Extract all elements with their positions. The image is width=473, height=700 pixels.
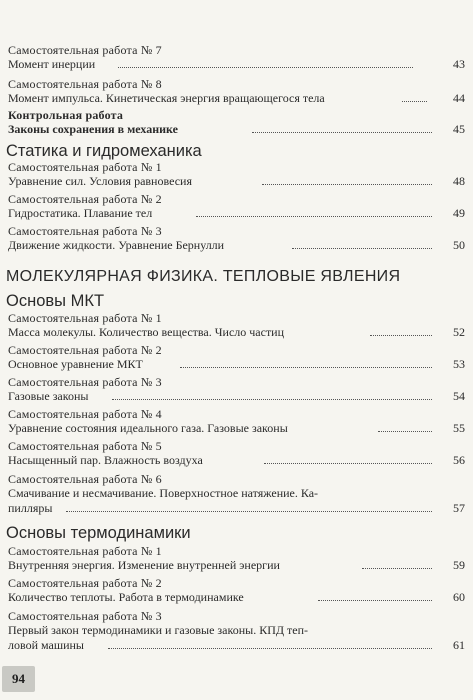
toc-entry-title: Гидростатика. Плавание тел xyxy=(8,206,153,220)
toc-entry-title: Насыщенный пар. Влажность воздуха xyxy=(8,453,203,467)
dot-leader xyxy=(370,335,432,336)
toc-entry-title-line1: Первый закон термодинамики и газовые законы. КПД теп- xyxy=(8,623,309,637)
toc-entry-label: Самостоятельная работа № 6 xyxy=(8,472,162,486)
toc-entry-label: Самостоятельная работа № 2 xyxy=(8,576,162,590)
toc-entry-label: Самостоятельная работа № 2 xyxy=(8,343,162,357)
toc-entry-title: Внутренняя энергия. Изменение внутренней энергии xyxy=(8,558,280,572)
toc-entry-title: ловой машины xyxy=(8,638,84,652)
toc-entry-title: Уравнение сил. Условия равновесия xyxy=(8,174,192,188)
toc-entry-page: 52 xyxy=(453,325,465,339)
toc-entry-label: Самостоятельная работа № 4 xyxy=(8,407,162,421)
dot-leader xyxy=(362,568,432,569)
dot-leader xyxy=(180,367,432,368)
dot-leader xyxy=(66,511,432,512)
toc-entry-page: 43 xyxy=(453,57,465,71)
toc-entry-page: 45 xyxy=(453,122,465,136)
toc-entry-title: Момент инерции xyxy=(8,57,96,71)
dot-leader xyxy=(252,132,432,133)
toc-entry-title: Уравнение состояния идеального газа. Газовые законы xyxy=(8,421,288,435)
toc-entry-page: 55 xyxy=(453,421,465,435)
toc-entry-page: 60 xyxy=(453,590,465,604)
toc-entry-label: Самостоятельная работа № 2 xyxy=(8,192,162,206)
toc-entry-label: Самостоятельная работа № 5 xyxy=(8,439,162,453)
toc-entry-page: 54 xyxy=(453,389,465,403)
toc-entry-title: пилляры xyxy=(8,501,53,515)
toc-entry-title: Законы сохранения в механике xyxy=(8,122,178,136)
toc-entry-label: Контрольная работа xyxy=(8,108,124,122)
toc-entry-page: 56 xyxy=(453,453,465,467)
toc-entry-label: Самостоятельная работа № 3 xyxy=(8,375,162,389)
toc-entry-title-line1: Смачивание и несмачивание. Поверхностное натяжение. Ка- xyxy=(8,486,319,500)
toc-entry-label: Самостоятельная работа № 1 xyxy=(8,160,162,174)
toc-entry-page: 48 xyxy=(453,174,465,188)
toc-entry-page: 44 xyxy=(453,91,465,105)
toc-entry-page: 57 xyxy=(453,501,465,515)
toc-entry-title: Момент импульса. Кинетическая энергия вращающегося тела xyxy=(8,91,325,105)
toc-entry-page: 59 xyxy=(453,558,465,572)
toc-entry-title: Основное уравнение МКТ xyxy=(8,357,143,371)
toc-entry-page: 49 xyxy=(453,206,465,220)
dot-leader xyxy=(292,248,432,249)
toc-entry-label: Самостоятельная работа № 1 xyxy=(8,311,162,325)
part-heading: МОЛЕКУЛЯРНАЯ ФИЗИКА. ТЕПЛОВЫЕ ЯВЛЕНИЯ xyxy=(6,268,401,285)
toc-entry-title: Количество теплоты. Работа в термодинамике xyxy=(8,590,244,604)
dot-leader xyxy=(108,648,432,649)
toc-entry-label: Самостоятельная работа № 3 xyxy=(8,609,162,623)
page-number-badge xyxy=(2,666,35,692)
toc-entry-page: 50 xyxy=(453,238,465,252)
toc-entry-title: Движение жидкости. Уравнение Бернулли xyxy=(8,238,225,252)
toc-entry-label: Самостоятельная работа № 8 xyxy=(8,77,162,91)
dot-leader xyxy=(196,216,432,217)
dot-leader xyxy=(264,463,432,464)
toc-entry-page: 53 xyxy=(453,357,465,371)
dot-leader xyxy=(402,101,427,102)
dot-leader xyxy=(262,184,432,185)
toc-entry-title: Масса молекулы. Количество вещества. Число частиц xyxy=(8,325,285,339)
dot-leader xyxy=(378,431,432,432)
toc-entry-label: Самостоятельная работа № 7 xyxy=(8,43,162,57)
dot-leader xyxy=(118,67,413,68)
dot-leader xyxy=(112,399,432,400)
section-heading: Статика и гидромеханика xyxy=(6,142,202,160)
toc-entry-title: Газовые законы xyxy=(8,389,89,403)
page-number: 94 xyxy=(12,671,25,686)
dot-leader xyxy=(318,600,432,601)
toc-entry-label: Самостоятельная работа № 3 xyxy=(8,224,162,238)
section-heading: Основы МКТ xyxy=(6,292,105,310)
section-heading: Основы термодинамики xyxy=(6,524,191,542)
toc-entry-label: Самостоятельная работа № 1 xyxy=(8,544,162,558)
toc-entry-page: 61 xyxy=(453,638,465,652)
